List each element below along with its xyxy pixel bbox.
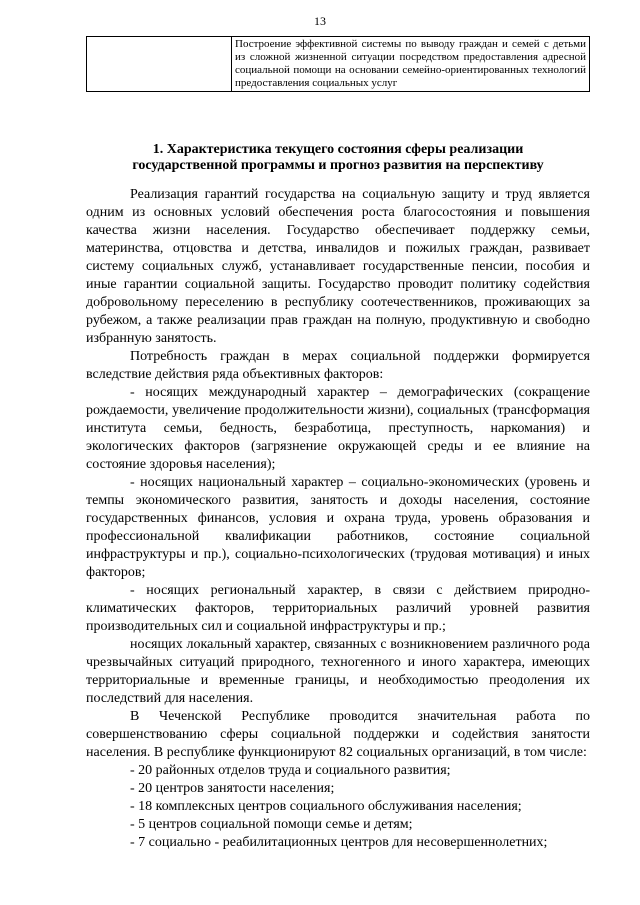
list-item: - 20 центров занятости населения; [130,781,335,796]
list-item: - 5 центров социальной помощи семье и детям; [130,817,413,832]
table-empty-cell [87,37,232,92]
table-goal-cell: Построение эффективной системы по выводу граждан и семей с детьми из сложной жизненной ситуации посредством предоставления адресной социальной помощи на основании семейно-ориентированных технологий предоставления социальных услуг [232,37,590,92]
paragraph: Потребность граждан в мерах социальной поддержки формируется вследствие действия ряда объективных факторов: [86,349,590,382]
paragraph: Реализация гарантий государства на социальную защиту и труд является одним из основных условий обеспечения роста благосостояния и повышения качества жизни населения. Государство обеспечивает поддержку семьи, материнства, отцовства и детства, инвалидов и пожилых граждан, развивает систему социальных служб, устанавливает государственные пенсии, пособия и иные гарантии социальной защиты. Государство проводит политику содействия добровольному переселению в республику соотечественников, проживающих за рубежом, а также реализации прав граждан на полную, продуктивную и свободно избранную занятость. [86,187,590,346]
paragraph: - носящих международный характер – демографических (сокращение рождаемости, увеличение продолжительности жизни), социальных (трансформация института семьи, бедность, безработица, преступность, наркомания) и экологических факторов (загрязнение окружающей среды и ее влияние на состояние здоровья населения); [86,385,590,472]
list-item: - 18 комплексных центров социального обслуживания населения; [130,799,522,814]
paragraph: носящих локальный характер, связанных с возникновением различного рода чрезвычайных ситуаций природного, техногенного и иного характера, имеющих территориальные и временные границы, и необходимостью преодоления их последствий для населения. [86,637,590,706]
program-table [86,36,590,92]
page-number: 13 [314,14,326,28]
section-title-line: 1. Характеристика текущего состояния сферы реализации [152,142,524,157]
list-item: - 20 районных отделов труда и социального развития; [130,763,451,778]
section-title [86,142,590,174]
paragraph: - носящих национальный характер – социально-экономических (уровень и темпы экономического развития, занятость и доходы населения, состояние государственных финансов, условия и охрана труда, уровень образования и профессиональной квалификации работников, состояние социальной инфраструктуры и пр.), социально-психологических (трудовая мотивация) и иных факторов; [86,475,590,580]
body-text [86,186,590,852]
list-item: - 7 социально - реабилитационных центров для несовершеннолетних; [130,835,548,850]
paragraph: В Чеченской Республике проводится значительная работа по совершенствованию сферы социальной поддержки и содействия занятости населения. В республике функционируют 82 социальных организаций, в том числе: [86,709,590,760]
section-title-line: государственной программы и прогноз развития на перспективу [132,158,544,173]
paragraph: - носящих региональный характер, в связи с действием природно-климатических факторов, территориальных различий уровней развития производительных сил и социальной инфраструктуры и пр.; [86,583,590,634]
table-row [87,37,590,92]
